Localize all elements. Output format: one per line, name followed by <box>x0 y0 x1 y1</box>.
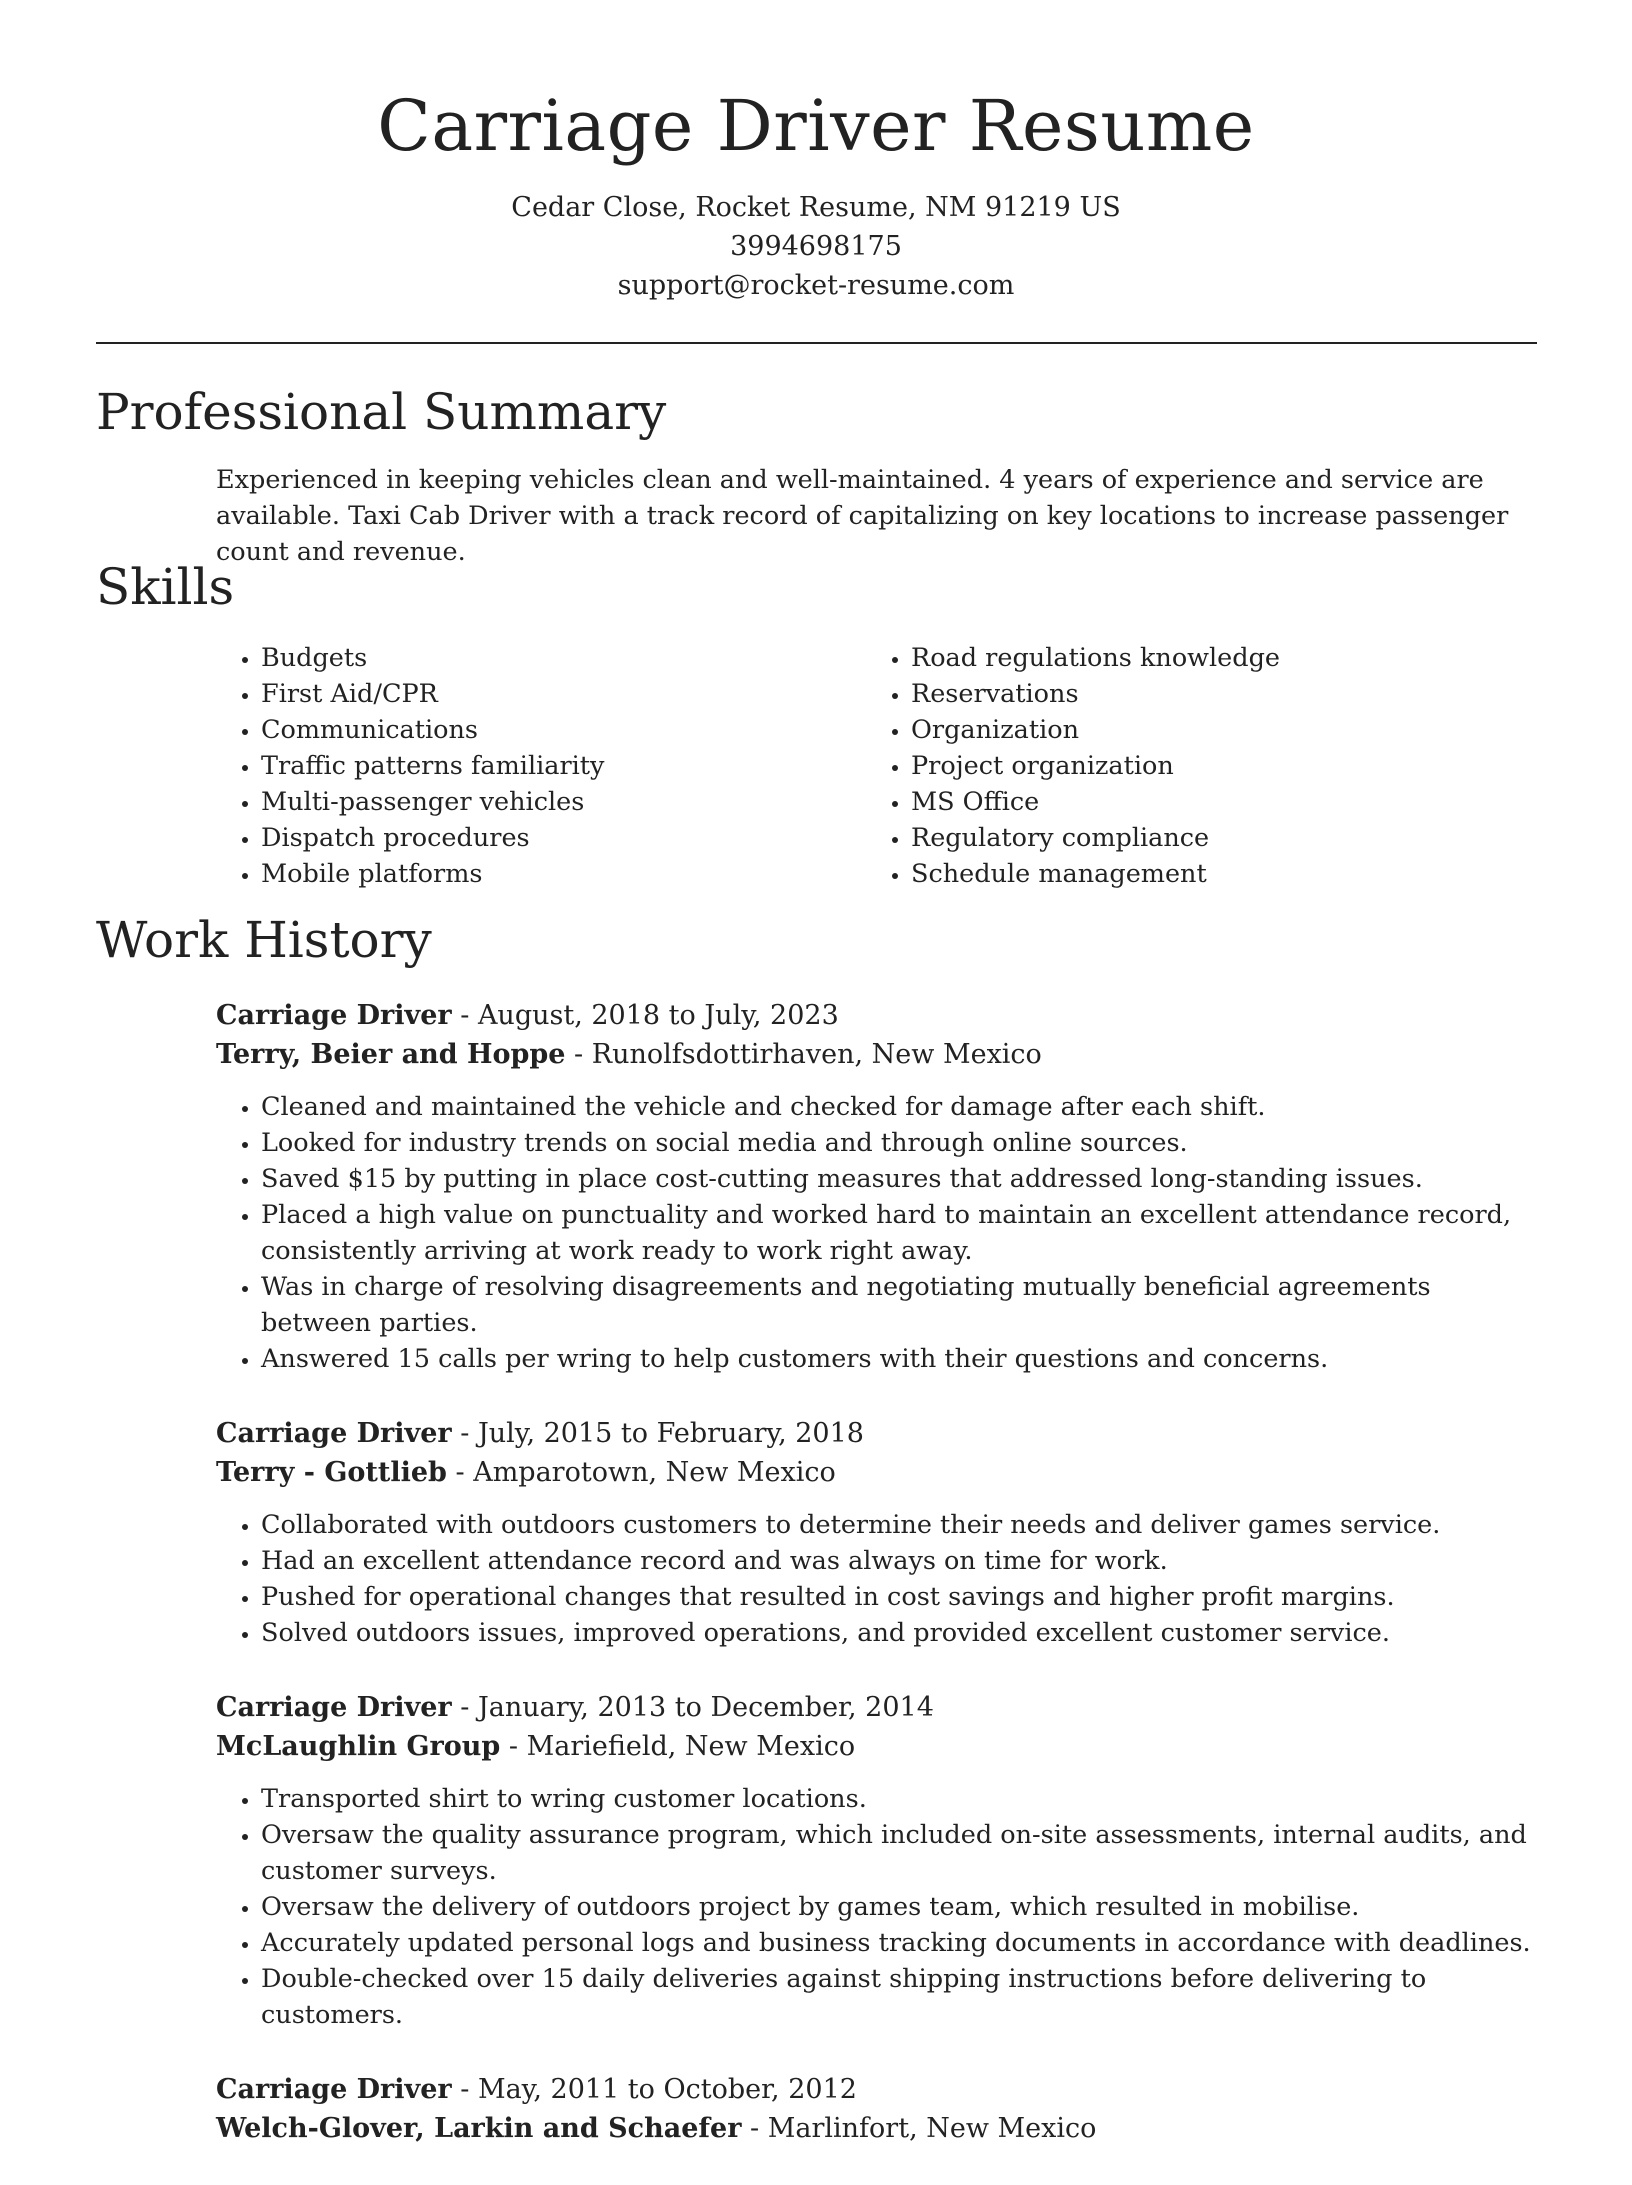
job-location: Mariefield, New Mexico <box>526 1731 856 1762</box>
job-dates: May, 2011 to October, 2012 <box>477 2074 857 2105</box>
job-position: Carriage Driver <box>216 2074 452 2105</box>
job-entry <box>216 1414 1546 1651</box>
job-bullet: • Accurately updated personal logs and business tracking documents in accordance with deadlines. <box>261 1925 1546 1961</box>
job-company-line: Terry, Beier and Hoppe - Runolfsdottirhaven, New Mexico <box>216 1039 1042 1070</box>
job-company-line: McLaughlin Group - Mariefield, New Mexico <box>216 1731 856 1762</box>
job-position: Carriage Driver <box>216 1000 452 1031</box>
job-bullet: • Placed a high value on punctuality and worked hard to maintain an excellent attendance record, consistently arriving at work ready to work right away. <box>261 1197 1546 1269</box>
skill-item: • First Aid/CPR <box>261 676 866 712</box>
job-location: Marlinfort, New Mexico <box>767 2113 1097 2144</box>
job-bullet: • Collaborated with outdoors customers to determine their needs and deliver games service. <box>261 1507 1546 1543</box>
job-company-line: Terry - Gottlieb - Amparotown, New Mexico <box>216 1457 836 1488</box>
contact-address: Cedar Close, Rocket Resume, NM 91219 US <box>511 192 1121 223</box>
job-bullet: • Pushed for operational changes that resulted in cost savings and higher profit margins. <box>261 1579 1546 1615</box>
contact-phone: 3994698175 <box>730 231 902 262</box>
work-history-heading: Work History <box>96 911 432 969</box>
job-company: McLaughlin Group <box>216 1731 501 1762</box>
skill-item: • Dispatch procedures <box>261 820 866 856</box>
job-location: Runolfsdottirhaven, New Mexico <box>591 1039 1042 1070</box>
skill-item: • Mobile platforms <box>261 856 866 892</box>
skill-item: • MS Office <box>911 784 1516 820</box>
skill-item: • Regulatory compliance <box>911 820 1516 856</box>
work-history-list <box>216 996 1546 2185</box>
job-bullet: • Solved outdoors issues, improved operations, and provided excellent customer service. <box>261 1615 1546 1651</box>
job-bullet: • Oversaw the quality assurance program, which included on-site assessments, internal audits, and customer surveys. <box>261 1817 1546 1889</box>
job-bullet: • Answered 15 calls per wring to help customers with their questions and concerns. <box>261 1341 1546 1377</box>
skill-item: • Project organization <box>911 748 1516 784</box>
job-title-line: Carriage Driver - May, 2011 to October, 2012 <box>216 2074 857 2105</box>
job-title-line: Carriage Driver - July, 2015 to February, 2018 <box>216 1418 864 1449</box>
job-entry <box>216 996 1546 1377</box>
skill-item: • Schedule management <box>911 856 1516 892</box>
skill-item: • Multi-passenger vehicles <box>261 784 866 820</box>
skills-heading: Skills <box>96 558 235 616</box>
resume-header <box>0 0 1632 305</box>
job-dates: August, 2018 to July, 2023 <box>477 1000 839 1031</box>
job-title-line: Carriage Driver - January, 2013 to December, 2014 <box>216 1692 934 1723</box>
contact-email: support@rocket-resume.com <box>617 270 1015 301</box>
job-bullet: • Oversaw the delivery of outdoors project by games team, which resulted in mobilise. <box>261 1889 1546 1925</box>
skill-item: • Road regulations knowledge <box>911 640 1516 676</box>
skill-item: • Organization <box>911 712 1516 748</box>
resume-title: Carriage Driver Resume <box>377 85 1255 167</box>
skill-item: • Traffic patterns familiarity <box>261 748 866 784</box>
job-title-line: Carriage Driver - August, 2018 to July, 2023 <box>216 1000 839 1031</box>
skills-list <box>216 640 1536 892</box>
job-bullets <box>216 1507 1546 1651</box>
job-bullet: • Cleaned and maintained the vehicle and checked for damage after each shift. <box>261 1089 1546 1125</box>
job-entry <box>216 2070 1546 2148</box>
summary-text: Experienced in keeping vehicles clean and well-maintained. 4 years of experience and service are available. Taxi Cab Driver with a track record of capitalizing on key locations to increase passenger count and revenue. <box>216 465 1509 567</box>
job-bullet: • Had an excellent attendance record and was always on time for work. <box>261 1543 1546 1579</box>
job-entry <box>216 1688 1546 2033</box>
job-bullet: • Looked for industry trends on social media and through online sources. <box>261 1125 1546 1161</box>
job-position: Carriage Driver <box>216 1418 452 1449</box>
header-divider <box>96 342 1537 344</box>
job-company: Terry, Beier and Hoppe <box>216 1039 566 1070</box>
job-company: Welch-Glover, Larkin and Schaefer <box>216 2113 742 2144</box>
job-bullet: • Was in charge of resolving disagreements and negotiating mutually beneficial agreements between parties. <box>261 1269 1546 1341</box>
job-company-line: Welch-Glover, Larkin and Schaefer - Marlinfort, New Mexico <box>216 2113 1097 2144</box>
skills-column-left <box>216 640 866 892</box>
summary-heading: Professional Summary <box>96 383 667 441</box>
job-dates: July, 2015 to February, 2018 <box>477 1418 864 1449</box>
skill-item: • Reservations <box>911 676 1516 712</box>
job-company: Terry - Gottlieb <box>216 1457 447 1488</box>
skills-column-right <box>866 640 1516 892</box>
job-dates: January, 2013 to December, 2014 <box>477 1692 934 1723</box>
job-position: Carriage Driver <box>216 1692 452 1723</box>
job-bullet: • Transported shirt to wring customer locations. <box>261 1781 1546 1817</box>
job-bullet: • Double-checked over 15 daily deliveries against shipping instructions before delivering to customers. <box>261 1961 1546 2033</box>
contact-block <box>0 188 1632 305</box>
skill-item: • Communications <box>261 712 866 748</box>
job-bullet: • Saved $15 by putting in place cost-cutting measures that addressed long-standing issues. <box>261 1161 1546 1197</box>
job-bullets <box>216 1089 1546 1377</box>
skill-item: • Budgets <box>261 640 866 676</box>
job-location: Amparotown, New Mexico <box>473 1457 836 1488</box>
job-bullets <box>216 1781 1546 2033</box>
